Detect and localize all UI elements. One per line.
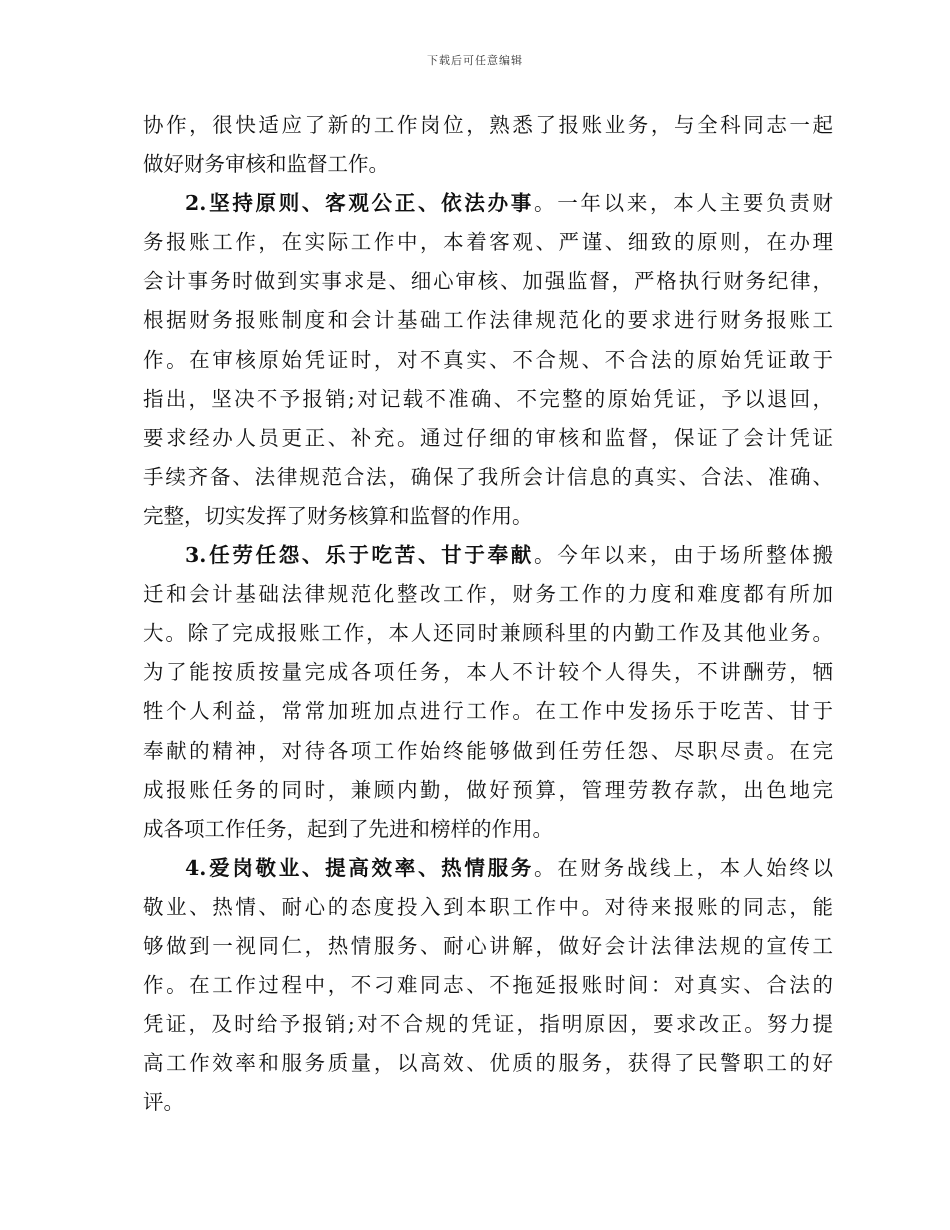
text-line: 手续齐备、法律规范合法，确保了我所会计信息的真实、合法、准确、 bbox=[143, 464, 833, 489]
text-run: 。在财务战线上，本人始终以 bbox=[534, 855, 834, 880]
text-line: 成报账任务的同时，兼顾内勤，做好预算，管理劳教存款，出色地完 bbox=[143, 777, 833, 802]
paragraph-3 bbox=[143, 536, 833, 849]
section-heading: 2.坚持原则、客观公正、依法办事 bbox=[185, 191, 535, 216]
text-line: 根据财务报账制度和会计基础工作法律规范化的要求进行财务报账工 bbox=[143, 308, 833, 333]
text-line bbox=[143, 849, 833, 888]
text-line: 协作，很快适应了新的工作岗位，熟悉了报账业务，与全科同志一起 bbox=[143, 113, 833, 137]
text-line: 成各项工作任务，起到了先进和榜样的作用。 bbox=[143, 816, 553, 841]
section-heading: 4.爱岗敬业、提高效率、热情服务 bbox=[185, 855, 535, 880]
text-line: 评。 bbox=[143, 1090, 184, 1115]
paragraph-2 bbox=[143, 184, 833, 536]
text-line: 大。除了完成报账工作，本人还同时兼顾科里的内勤工作及其他业务。 bbox=[143, 621, 833, 646]
text-line: 要求经办人员更正、补充。通过仔细的审核和监督，保证了会计凭证 bbox=[143, 425, 833, 450]
text-line bbox=[143, 536, 833, 575]
text-run: 。今年以来，由于场所整体搬 bbox=[534, 543, 834, 568]
section-heading: 3.任劳任怨、乐于吃苦、甘于奉献 bbox=[185, 543, 535, 568]
paragraph-1 bbox=[143, 106, 833, 184]
text-line: 凭证，及时给予报销;对不合规的凭证，指明原因，要求改正。努力提 bbox=[143, 1012, 833, 1037]
text-line: 牲个人利益，常常加班加点进行工作。在工作中发扬乐于吃苦、甘于 bbox=[143, 699, 833, 724]
text-line: 作。在审核原始凭证时，对不真实、不合规、不合法的原始凭证敢于 bbox=[143, 347, 833, 372]
page-header: 下载后可任意编辑 bbox=[427, 54, 523, 67]
text-line: 会计事务时做到实事求是、细心审核、加强监督，严格执行财务纪律， bbox=[143, 269, 833, 294]
text-line: 做好财务审核和监督工作。 bbox=[143, 152, 389, 177]
text-line bbox=[143, 184, 833, 223]
text-line: 奉献的精神，对待各项工作始终能够做到任劳任怨、尽职尽责。在完 bbox=[143, 738, 833, 763]
document-body bbox=[143, 106, 833, 1122]
text-line: 完整，切实发挥了财务核算和监督的作用。 bbox=[143, 503, 533, 528]
text-line: 指出，坚决不予报销;对记载不准确、不完整的原始凭证，予以退回， bbox=[143, 386, 833, 411]
text-line: 为了能按质按量完成各项任务，本人不计较个人得失，不讲酬劳，牺 bbox=[143, 660, 833, 685]
text-line: 高工作效率和服务质量，以高效、优质的服务，获得了民警职工的好 bbox=[143, 1051, 833, 1076]
text-line: 迁和会计基础法律规范化整改工作，财务工作的力度和难度都有所加 bbox=[143, 582, 833, 607]
text-line: 作。在工作过程中，不刁难同志、不拖延报账时间：对真实、合法的 bbox=[143, 973, 833, 998]
text-line: 敬业、热情、耐心的态度投入到本职工作中。对待来报账的同志，能 bbox=[143, 894, 833, 919]
text-line: 务报账工作，在实际工作中，本着客观、严谨、细致的原则，在办理 bbox=[143, 230, 833, 255]
text-line: 够做到一视同仁，热情服务、耐心讲解，做好会计法律法规的宣传工 bbox=[143, 933, 833, 958]
paragraph-4 bbox=[143, 849, 833, 1123]
text-run: 。一年以来，本人主要负责财 bbox=[534, 191, 834, 216]
